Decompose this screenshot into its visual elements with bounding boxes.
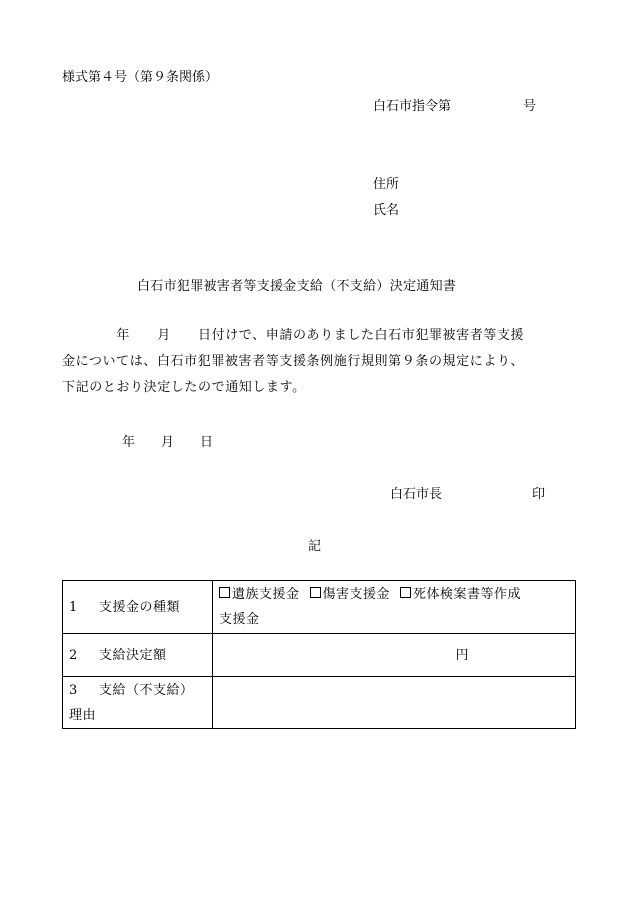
checkbox-bereaved[interactable] xyxy=(219,587,230,598)
reason-label-continuation: 理由 xyxy=(69,707,97,723)
directive-prefix: 白石市指令第 xyxy=(373,99,452,114)
type-options-cell xyxy=(213,581,576,634)
option-bereaved-label: 遺族支援金 xyxy=(232,587,300,602)
name-label: 氏名 xyxy=(373,203,400,218)
mayor-signature xyxy=(390,483,545,502)
type-label-cell xyxy=(63,581,213,634)
reason-label-cell xyxy=(63,677,213,729)
amount-label-cell xyxy=(63,634,213,677)
amount-label: 支給決定額 xyxy=(99,647,167,663)
body-text xyxy=(62,323,582,401)
option-injury-label: 傷害支援金 xyxy=(322,587,391,602)
reason-label: 支給（不支給） xyxy=(99,682,194,698)
table-row-reason xyxy=(63,677,576,729)
body-line-2: 金については、白石市犯罪被害者等支援条例施行規則第９条の規定により、 xyxy=(62,354,525,369)
reason-value-cell[interactable] xyxy=(213,677,576,729)
option-bereaved[interactable] xyxy=(219,587,300,602)
table-row-amount xyxy=(63,634,576,677)
option-autopsy-label: 死体検案書等作成 xyxy=(413,587,522,602)
mayor-label: 白石市長 xyxy=(390,487,443,502)
checkbox-injury[interactable] xyxy=(310,587,321,598)
info-table xyxy=(62,580,576,729)
directive-number xyxy=(373,95,536,114)
body-line-1: 年 月 日付けで、申請のありました白石市犯罪被害者等支援 xyxy=(62,328,525,343)
document-title: 白石市犯罪被害者等支援金支給（不支給）決定通知書 xyxy=(137,279,457,294)
row-number: 3 xyxy=(69,682,78,698)
row-number: 1 xyxy=(69,599,78,615)
ki-heading: 記 xyxy=(308,539,322,554)
option-injury[interactable] xyxy=(310,587,391,602)
option-autopsy[interactable] xyxy=(400,587,521,602)
table-row-type xyxy=(63,581,576,634)
address-label: 住所 xyxy=(373,177,400,192)
option-autopsy-continuation: 支援金 xyxy=(219,612,260,627)
form-number: 様式第４号（第９条関係） xyxy=(62,70,219,85)
row-number: 2 xyxy=(69,647,78,663)
date-line: 年 月 日 xyxy=(122,435,214,450)
checkbox-autopsy[interactable] xyxy=(400,587,411,598)
directive-suffix: 号 xyxy=(523,99,537,114)
type-label: 支援金の種類 xyxy=(99,599,181,615)
seal-mark: 印 xyxy=(532,487,546,502)
yen-unit: 円 xyxy=(455,647,469,663)
body-line-3: 下記のとおり決定したので通知します。 xyxy=(62,380,306,395)
amount-value-cell[interactable] xyxy=(213,634,576,677)
